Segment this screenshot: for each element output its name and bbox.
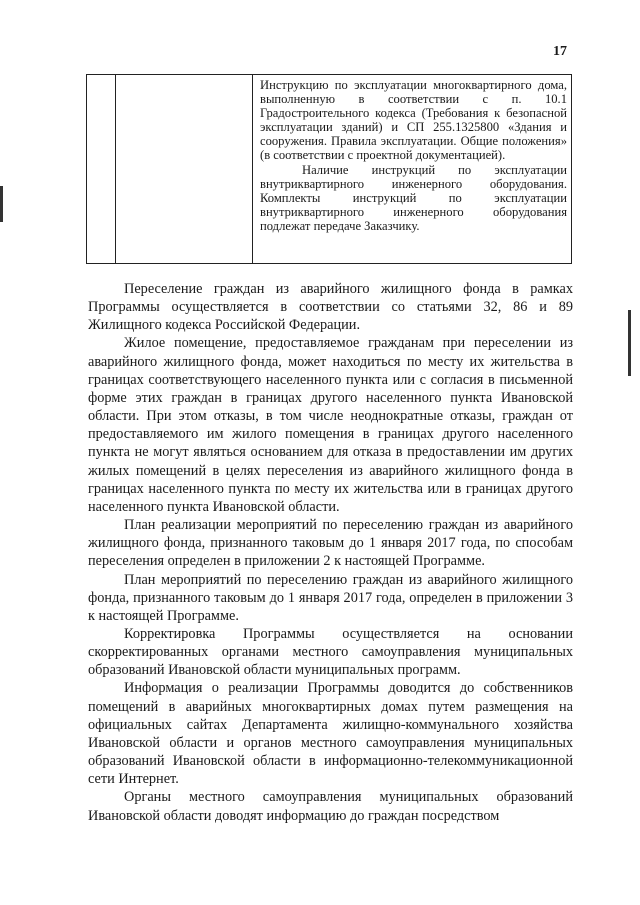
- table-cell-name: [116, 75, 253, 263]
- body-paragraph: Переселение граждан из аварийного жилищного фонда в рамках Программы осуществляется в соответствии со статьями 32, 86 и 89 Жилищного кодекса Российской Федерации.: [88, 281, 573, 334]
- body-paragraph: Органы местного самоуправления муниципальных образований Ивановской области доводят информацию до граждан посредством: [88, 789, 573, 824]
- page-number: 17: [553, 44, 567, 59]
- table-cell-number: [87, 75, 116, 263]
- scan-margin-mark-left: [0, 186, 3, 222]
- document-body: [88, 280, 573, 825]
- body-paragraph: Корректировка Программы осуществляется на основании скорректированных органами местного самоуправления муниципальных образований Ивановской области муниципальных программ.: [88, 625, 573, 679]
- body-paragraph: План реализации мероприятий по переселению граждан из аварийного жилищного фонда, признанного таковым до 1 января 2017 года, по способам переселения определен в приложении 2 к настоящей Программе.: [88, 517, 573, 570]
- body-paragraph: Жилое помещение, предоставляемое гражданам при переселении из аварийного жилищного фонда, может находиться по месту их жительства в границах соответствующего населенного пункта или с согласия в письменной форме этих граждан в границах другого населенного пункта Ивановской области. При этом отказы, в том числе неоднократные отказы, граждан от предоставляемого им жилого помещения в границах другого населенного пункта не могут являться основанием для отказа в предоставлении им других жилых помещений в целях переселения из аварийного жилищного фонда в границах населенного пункта по месту их жительства или в границах другого населенного пункта Ивановской области.: [88, 335, 573, 515]
- table-cell-requirements: [253, 75, 573, 263]
- scan-margin-mark-right: [628, 310, 631, 376]
- body-paragraph: Информация о реализации Программы доводится до собственников помещений в аварийных многоквартирных домах путем размещения на официальных сайтах Департамента жилищно-коммунального хозяйства Ивановской области и органов местного самоуправления муниципальных образований Ивановской области в информационно-телекоммуникационной сети Интернет.: [88, 680, 573, 788]
- table-cell-paragraph: Инструкцию по эксплуатации многоквартирного дома, выполненную в соответствии с п. 10.1 Градостроительного кодекса (Требования к безопасной эксплуатации зданий) и СП 255.1325800 «Здания и сооружения. Правила эксплуатации. Общие положения» (в соответствии с проектной документацией).: [260, 78, 567, 163]
- table-cell-paragraph: Наличие инструкций по эксплуатации внутриквартирного инженерного оборудования. Комплекты инструкций по эксплуатации внутриквартирного инженерного оборудования подлежат передаче Заказчику.: [260, 162, 567, 233]
- requirements-table: [86, 74, 572, 264]
- body-paragraph: План мероприятий по переселению граждан из аварийного жилищного фонда, признанного таковым до 1 января 2017 года, определен в приложении 3 к настоящей Программе.: [88, 571, 573, 624]
